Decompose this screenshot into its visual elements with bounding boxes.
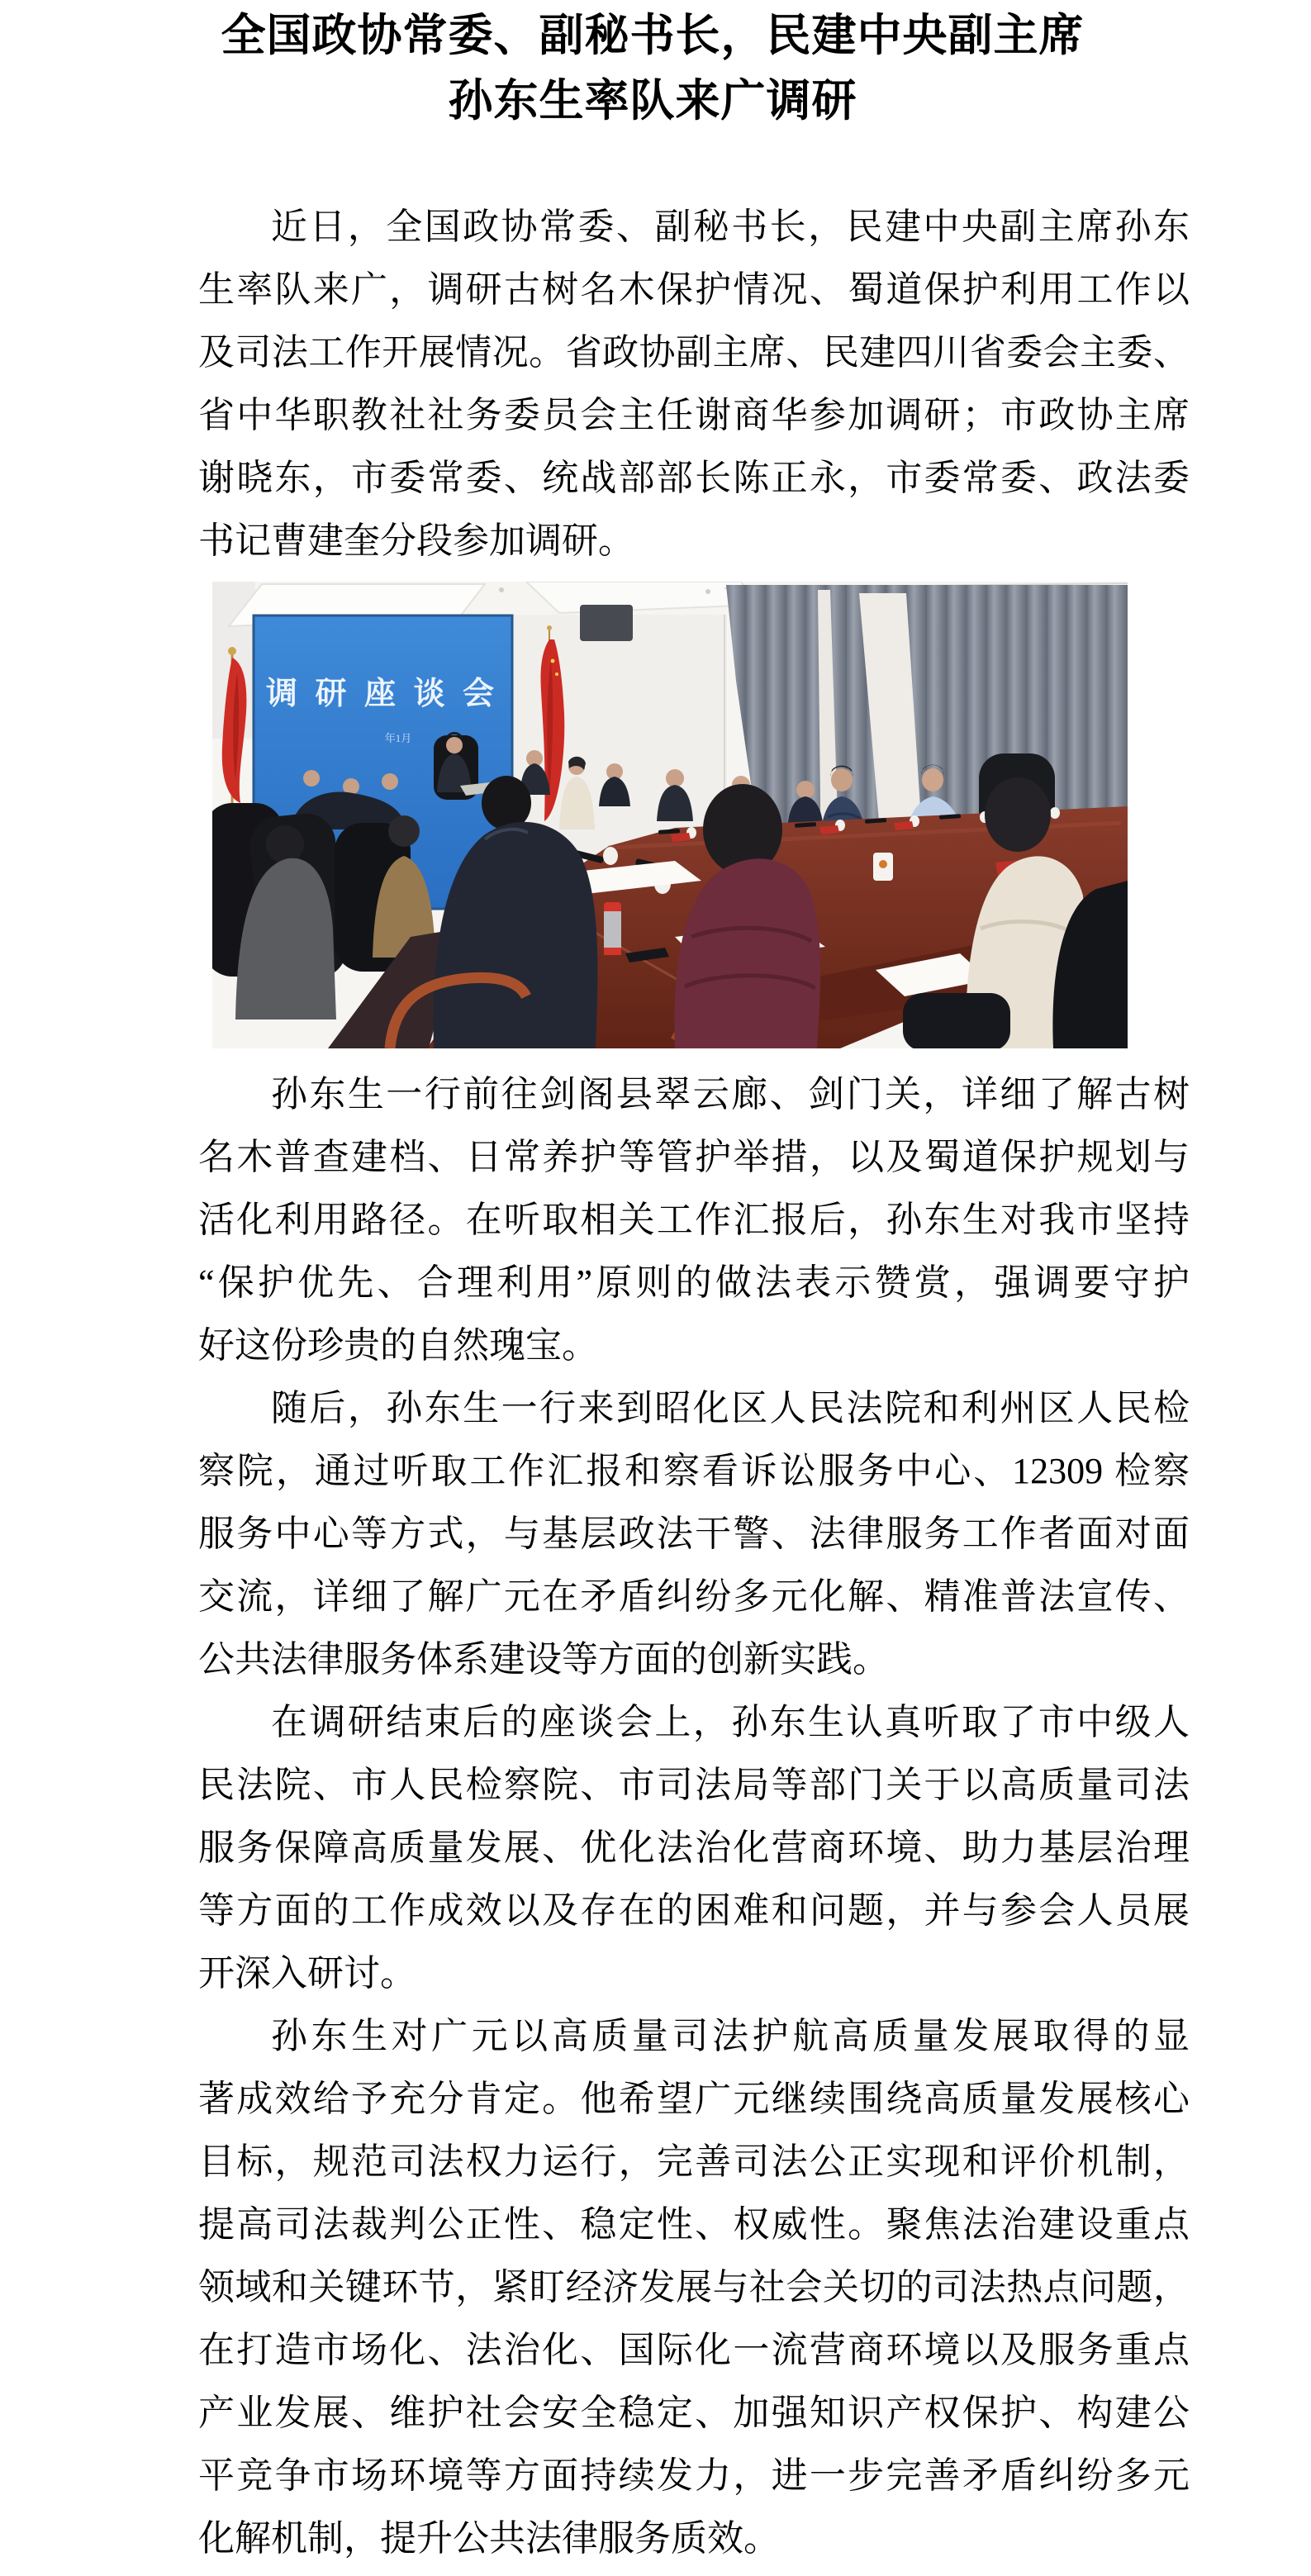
body-line: 谢晓东，市委常委、统战部部长陈正永，市委常委、政法委 bbox=[198, 458, 1190, 498]
screen-title-text: 调 研 座 谈 会 bbox=[265, 677, 500, 711]
body-line: 平竞争市场环境等方面持续发力，进一步完善矛盾纠纷多元 bbox=[198, 2455, 1190, 2496]
body-line: 产业发展、维护社会安全稳定、加强知识产权保护、构建公 bbox=[198, 2393, 1190, 2433]
article-body bbox=[198, 196, 1190, 2570]
body-line: 随后，孙东生一行来到昭化区人民法院和利州区人民检 bbox=[271, 1388, 1190, 1428]
body-line: 及司法工作开展情况。省政协副主席、民建四川省委会主委、 bbox=[198, 332, 1190, 373]
body-line: 领域和关键环节，紧盯经济发展与社会关切的司法热点问题， bbox=[198, 2267, 1190, 2307]
body-line: 在调研结束后的座谈会上，孙东生认真听取了市中级人 bbox=[271, 1702, 1190, 1742]
article-title bbox=[157, 3, 1148, 134]
body-line: 生率队来广，调研古树名木保护情况、蜀道保护利用工作以 bbox=[198, 269, 1190, 310]
body-line: 等方面的工作成效以及存在的困难和问题，并与参会人员展 bbox=[198, 1890, 1190, 1931]
body-line: 在打造市场化、法治化、国际化一流营商环境以及服务重点 bbox=[198, 2330, 1190, 2370]
title-line-1: 全国政协常委、副秘书长，民建中央副主席 bbox=[221, 11, 1085, 60]
title-line-2: 孙东生率队来广调研 bbox=[448, 76, 857, 126]
paragraph bbox=[198, 1063, 1190, 1377]
body-line: “保护优先、合理利用”原则的做法表示赞赏，强调要守护 bbox=[198, 1262, 1190, 1303]
body-line: 名木普查建档、日常养护等管护举措，以及蜀道保护规划与 bbox=[198, 1137, 1190, 1177]
body-line: 民法院、市人民检察院、市司法局等部门关于以高质量司法 bbox=[198, 1765, 1190, 1805]
body-line: 好这份珍贵的自然瑰宝。 bbox=[198, 1325, 598, 1366]
meeting-photo bbox=[212, 582, 1128, 1048]
body-line: 服务保障高质量发展、优化法治化营商环境、助力基层治理 bbox=[198, 1827, 1190, 1868]
meeting-photo-illustration bbox=[212, 582, 1128, 1048]
speaker-box bbox=[580, 605, 633, 641]
body-line: 孙东生一行前往剑阁县翠云廊、剑门关，详细了解古树 bbox=[271, 1074, 1190, 1115]
body-line: 察院，通过听取工作汇报和察看诉讼服务中心、12309 检察 bbox=[198, 1451, 1190, 1491]
body-line: 著成效给予充分肯定。他希望广元继续围绕高质量发展核心 bbox=[198, 2079, 1190, 2119]
body-line: 目标，规范司法权力运行，完善司法公正实现和评价机制， bbox=[198, 2141, 1190, 2182]
paragraph bbox=[198, 196, 1190, 573]
body-line: 孙东生对广元以高质量司法护航高质量发展取得的显 bbox=[271, 2016, 1190, 2056]
body-line: 服务中心等方式，与基层政法干警、法律服务工作者面对面 bbox=[198, 1514, 1190, 1554]
body-line: 化解机制，提升公共法律服务质效。 bbox=[198, 2518, 780, 2559]
thermos bbox=[604, 902, 621, 955]
paragraph bbox=[198, 1377, 1190, 1691]
paragraph bbox=[198, 2005, 1190, 2570]
paragraph bbox=[198, 1691, 1190, 2005]
body-line: 近日，全国政协常委、副秘书长，民建中央副主席孙东 bbox=[271, 207, 1190, 247]
body-line: 开深入研讨。 bbox=[198, 1953, 416, 1994]
body-line: 交流，详细了解广元在矛盾纠纷多元化解、精准普法宣传、 bbox=[198, 1576, 1190, 1617]
body-line: 活化利用路径。在听取相关工作汇报后，孙东生对我市坚持 bbox=[198, 1200, 1190, 1240]
body-line: 省中华职教社社务委员会主任谢商华参加调研；市政协主席 bbox=[198, 395, 1190, 435]
body-line: 书记曹建奎分段参加调研。 bbox=[198, 520, 634, 561]
screen-subtext: 年1月 bbox=[384, 732, 412, 744]
body-line: 公共法律服务体系建设等方面的创新实践。 bbox=[198, 1639, 889, 1680]
body-line: 提高司法裁判公正性、稳定性、权威性。聚焦法治建设重点 bbox=[198, 2204, 1190, 2245]
